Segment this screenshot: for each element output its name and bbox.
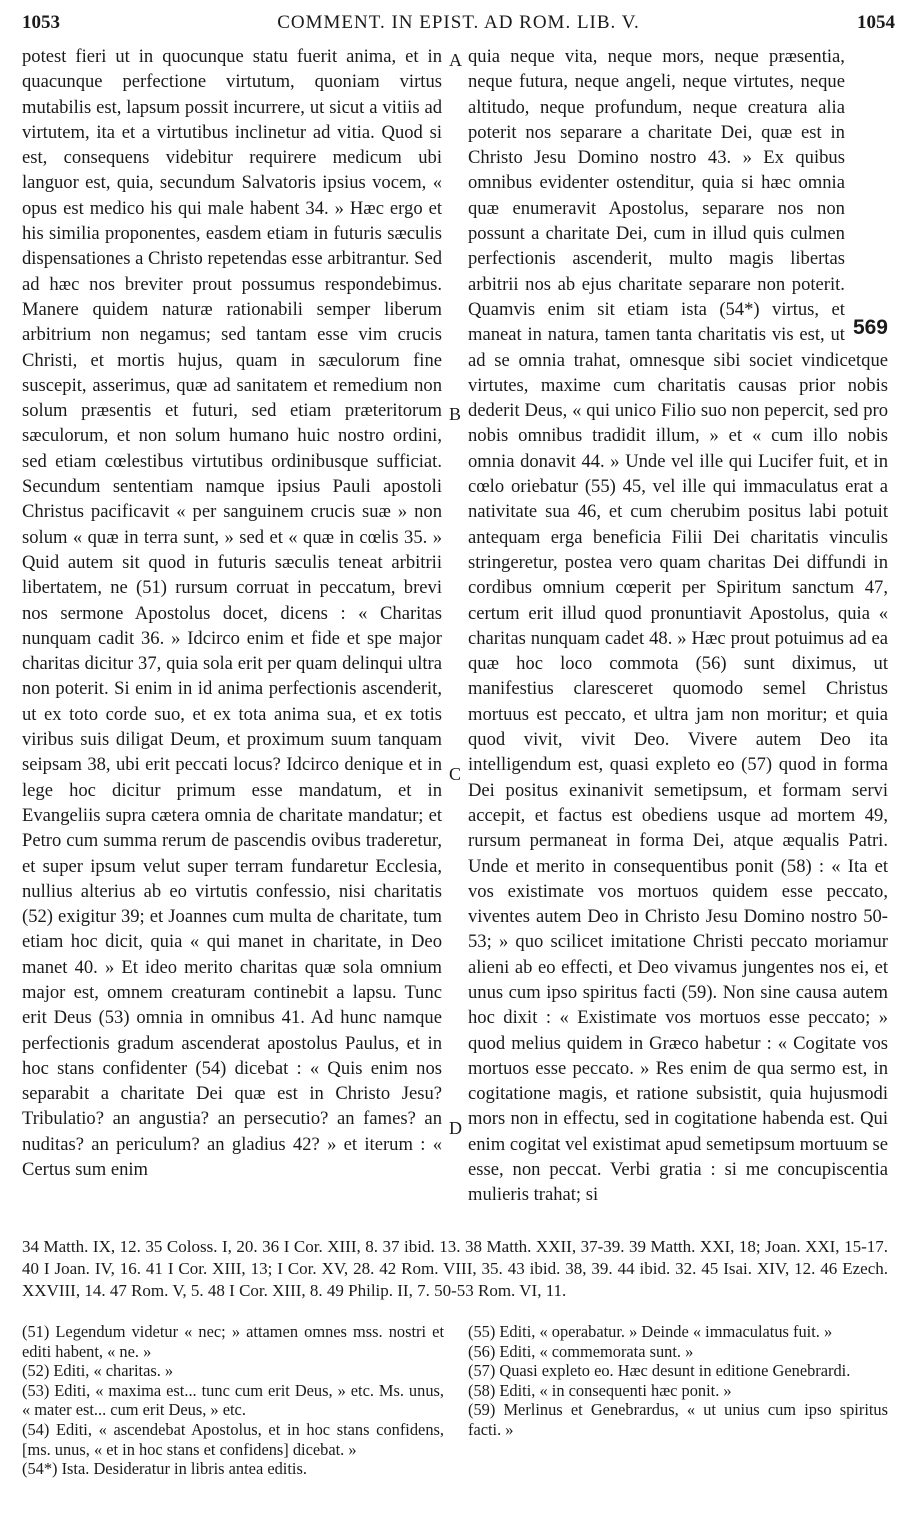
note: (58) Editi, « in consequenti hæc ponit. » — [468, 1380, 732, 1400]
column-number: 569 — [852, 316, 888, 339]
note: (54) Editi, « ascendebat Apostolus, et in hoc stans confidens, [ms. unus, « et in hoc stans et confidens] dicebat. » — [22, 1419, 444, 1459]
page-number-right: 1054 — [857, 12, 895, 33]
margin-letter-b: B — [449, 404, 462, 424]
notes-column-right — [468, 1322, 888, 1440]
note: (52) Editi, « charitas. » — [22, 1361, 174, 1381]
running-header — [22, 12, 895, 38]
scripture-references-text: 34 Matth. IX, 12. 35 Coloss. I, 20. 36 I Cor. XIII, 8. 37 ibid. 13. 38 Matth. XXII, 37-39. 39 Matth. XXI, 18; Joan. XXI, 15-17. 40 I Joan. IV, 16. 41 I Cor. XIII, 13; I Cor. XV, 28. 42 Rom. VIII, 35. 43 ibid. 38, 39. 44 ibid. 32. 45 Isai. XIV, 12. 46 Ezech. XXVIII, 14. 47 Rom. V, 5. 48 I Cor. XIII, 8. 49 Philip. II, 7. 50-53 Rom. VI, 11. — [22, 1237, 888, 1300]
note: (53) Editi, « maxima est... tunc cum erit Deus, » etc. Ms. unus, « mater est... cum erit Deus, » etc. — [22, 1380, 444, 1420]
body-column-right — [468, 44, 888, 1220]
margin-letter-a: A — [449, 50, 462, 70]
margin-letter-c: C — [449, 764, 462, 784]
body-text-left: potest fieri ut in quocunque statu fuerit anima, et in quacunque perfectione virtutum, quoniam virtus mutabilis est, lapsum possit incurrere, ut sicut a vitiis ad virtutem, ita et a virtutibus inclinetur ad vitia. Quod si est, consequens videbitur requirere medicum ubi languor est, quia, secundum Salvatoris ipsius vocem, « opus est medico his qui male habent 34. » Hæc ergo et his similia proponentes, easdem etiam in futuris sæculis dispensationes a Christo repetendas esse arbitrantur. Sed ad hæc nos breviter prout possumus respondebimus. Manere quidem naturæ rationabili semper liberum arbitrium non negamus; sed tantam esse vim crucis Christi, et mortis hujus, quam in sæculorum fine suscepit, asserimus, quæ ad sanitatem et remedium non solum præsentis et futuri, sed etiam præteritorum sæculorum, et non solum humano huic nostro ordini, sed etiam cœlestibus virtutibus ordinibusque sufficiat. Secundum sententiam namque ipsius Pauli apostoli Christus pacificavit « per sanguinem crucis suæ » non solum « quæ in terra sunt, » sed et « quæ in cœlis 35. » Quid autem sit quod in futuris sæculis teneat arbitrii libertatem, ne (51) rursum corruat in peccatum, brevi nos sermone Apostolus docet, dicens : « Charitas nunquam cadit 36. » Idcirco enim et fide et spe major charitas dicitur 37, quia sola erit per quam delinqui ultra non poterit. Si enim in id anima perfectionis ascenderit, ut ex toto corde suo, et ex tota anima sua, et ex totis viribus suis diligat Deum, et proximum suum tanquam seipsam 38, ubi erit peccati locus? Idcirco denique et in lege hoc dicitur primum esse mandatum, et in Evangeliis supra cætera omnia de charitate mandatur; et Petro cum summa rerum de pascendis ovibus traderetur, et super ipsum velut super terram fundaretur Ecclesia, nullius alterius ab eo virtutis confessio, nisi charitatis (52) exigitur 39; et Joannes cum multa de charitate, tum etiam hoc dicit, quia « qui manet in charitate, in Deo manet 40. » Et ideo merito charitas quæ sola omnium major est, omnem creaturam continebit a lapsu. Tunc erit Deus (53) omnia in omnibus 41. Ad hunc namque perfectionis gradum ascenderat apostolus Paulus, et in hoc stans confidenter (54) dicebat : « Quis enim nos separabit a charitate Dei quæ est in Christo Jesu? Tribulatio? an angustia? an persecutio? an fames? an nuditas? an periculum? an gladius 42? » et iterum : « Certus sum enim — [22, 46, 442, 1181]
note: (55) Editi, « operabatur. » Deinde « immaculatus fuit. » — [468, 1322, 833, 1341]
note: (54*) Ista. Desideratur in libris antea editis. — [22, 1459, 307, 1479]
margin-letter-d: D — [449, 1118, 462, 1138]
body-text-right: quia neque vita, neque mors, neque præsentia, neque futura, neque angeli, neque virtutes, neque altitudo, neque profundum, neque creatura alia poterit nos separare a charitate Dei, quæ est in Christo Jesu Domino nostro 43. » Ex quibus omnibus evidenter ostenditur, quia si hæc omnia quæ enumeravit Apostolus, separare nos non possunt a charitate Dei, cum in illud quis culmen perfectionis ascenderit, multo magis libertas arbitrii nos ab ejus charitate separare non poterit. Quamvis enim sit etiam ista (54*) virtus, et maneat in natura, tamen tanta charitatis vis est, ut ad se omnia trahat, omnesque sibi societ vindicetque virtutes, maxime cum charitatis causas prior nobis dederit Deus, « qui unico Filio suo non pepercit, sed pro nobis omnibus tradidit illum, » et « cum illo nobis omnia donavit 44. » Unde vel ille qui Lucifer fuit, et in cœlo oriebatur (55) 45, vel ille qui immaculatus erat a nativitate sua 46, et cum cherubim positus labi potuit antequam erga beneficia Filii Dei charitatis vinculis stringeretur, postea vero quam charitas Dei diffundi in cordibus omnium cœperit per Spiritum sanctum 47, certum erit illud quod pronuntiavit Apostolus, quia « charitas nunquam cadet 48. » Hæc prout potuimus ad ea quæ hoc loco commota (56) sunt diximus, ut manifestius claresceret quomodo semel Christus mortuus est peccato, et ultra jam non moritur; et quia quod vivit, vivit Deo. Vivere autem Deo ita intelligendum est, quasi expleto eo (57) quod in forma Dei positus exinanivit semetipsum, et formam servi accepit, et factus est obediens usque ad mortem 49, rursum permaneat in forma Dei, atque æqualis Patri. Unde et merito in consequentibus ponit (58) : « Ita et vos existimate vos mortuos quidem esse peccato, viventes autem Deo in Christo Jesu Domino nostro 50-53; » quo scilicet imitatione Christi peccato moriamur alieni ab eo effecti, et Deo vivamus jungentes nos ei, et unus cum ipso spiritus facti (59). Non sine causa autem hoc dixit : « Existimate vos mortuos esse peccato; » quod melius quidem in Græco habetur : « Cogitate vos mortuos esse peccato. » Res enim de qua sermo est, in cogitatione magis, et ratione subsistit, quia hujusmodi mors non in effectu, sed in cogitatione habenda est. Qui enim cogitat vel existimat apud semetipsum mortuum se esse, non peccat. Verbi gratia : si me concupiscentia mulieris trahat; si — [468, 46, 888, 1206]
scripture-references — [22, 1236, 888, 1302]
body-column-left — [22, 44, 442, 1220]
note: (56) Editi, « commemorata sunt. » — [468, 1341, 694, 1361]
page-number-left: 1053 — [22, 12, 60, 33]
note: (57) Quasi expleto eo. Hæc desunt in editione Genebrardi. — [468, 1361, 851, 1381]
notes-column-left — [22, 1322, 444, 1479]
note: (59) Merlinus et Genebrardus, « ut unius cum ipso spiritus facti. » — [468, 1400, 888, 1439]
note: (51) Legendum videtur « nec; » attamen omnes mss. nostri et editi habent, « ne. » — [22, 1322, 444, 1361]
running-title: COMMENT. IN EPIST. AD ROM. LIB. V. — [277, 12, 640, 33]
